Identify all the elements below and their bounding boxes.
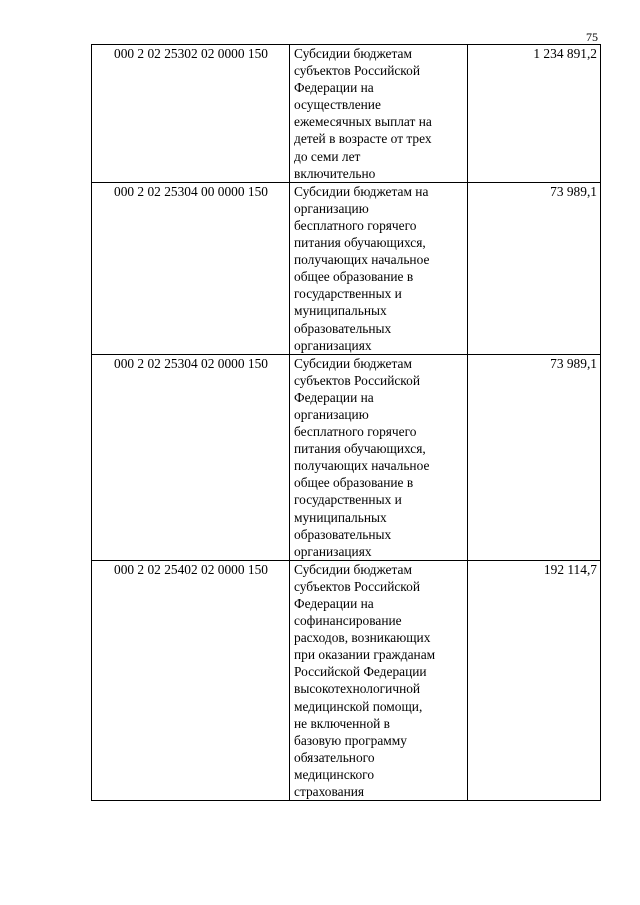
budget-name-line: Российской Федерации xyxy=(294,664,427,680)
budget-name-line: Субсидии бюджетам на xyxy=(294,183,429,199)
budget-code-cell: 000 2 02 25302 02 0000 150 xyxy=(92,45,290,183)
budget-name-cell xyxy=(290,560,468,800)
budget-name-line: обязательного xyxy=(294,749,375,765)
budget-name-line: субъектов Российской xyxy=(294,63,420,79)
budget-table-body xyxy=(92,45,601,801)
budget-name-line: медицинской помощи, xyxy=(294,698,423,714)
budget-name-line: получающих начальное xyxy=(294,458,430,474)
table-row xyxy=(92,354,601,560)
budget-name-line: детей в возрасте от трех xyxy=(294,131,432,147)
budget-name-line: Федерации на xyxy=(294,389,374,405)
budget-name-line: не включенной в xyxy=(294,715,391,731)
budget-name-line: ежемесячных выплат на xyxy=(294,114,432,130)
budget-amount-cell: 73 989,1 xyxy=(468,182,601,354)
budget-name-line: Федерации на xyxy=(294,80,374,96)
budget-name-line: общее образование в xyxy=(294,475,414,491)
budget-name-line: Субсидии бюджетам xyxy=(294,561,412,577)
budget-name-line: включительно xyxy=(294,165,376,181)
budget-name-line: субъектов Российской xyxy=(294,372,420,388)
budget-name-line: общее образование в xyxy=(294,269,414,285)
budget-name-line: муниципальных xyxy=(294,303,387,319)
budget-name-line: бесплатного горячего xyxy=(294,424,417,440)
budget-name-cell xyxy=(290,45,468,183)
budget-name-line: получающих начальное xyxy=(294,252,430,268)
budget-name-line: до семи лет xyxy=(294,148,361,164)
budget-name-line: базовую программу xyxy=(294,732,407,748)
budget-table xyxy=(91,44,601,801)
budget-name-line: Федерации на xyxy=(294,596,374,611)
table-row xyxy=(92,182,601,354)
budget-name-line: образовательных xyxy=(294,526,392,542)
table-row xyxy=(92,45,601,183)
budget-amount-cell: 73 989,1 xyxy=(468,354,601,560)
budget-name-line: питания обучающихся, xyxy=(294,235,426,251)
budget-name-line: высокотехнологичной xyxy=(294,681,421,697)
budget-name-line: софинансирование xyxy=(294,613,402,629)
budget-code-cell: 000 2 02 25304 02 0000 150 xyxy=(92,354,290,560)
budget-name-line: бесплатного горячего xyxy=(294,217,417,233)
budget-name-line: осуществление xyxy=(294,97,381,113)
table-row xyxy=(92,560,601,800)
budget-name-line: государственных и xyxy=(294,286,402,302)
budget-name-line: муниципальных xyxy=(294,509,387,525)
budget-name-line: организациях xyxy=(294,543,372,559)
budget-name-line: Субсидии бюджетам xyxy=(294,355,412,371)
budget-name-line: организацию xyxy=(294,200,369,216)
budget-name-line: Субсидии бюджетам xyxy=(294,46,412,61)
budget-amount-cell: 1 234 891,2 xyxy=(468,45,601,183)
budget-name-line: при оказании гражданам xyxy=(294,647,436,663)
budget-amount-cell: 192 114,7 xyxy=(468,560,601,800)
page-number: 75 xyxy=(586,30,598,44)
budget-name-line: образовательных xyxy=(294,320,392,336)
budget-name-line: организациях xyxy=(294,337,372,353)
budget-name-line: медицинского xyxy=(294,766,375,782)
budget-name-cell xyxy=(290,354,468,560)
budget-name-line: организацию xyxy=(294,406,369,422)
budget-name-line: питания обучающихся, xyxy=(294,441,426,457)
budget-name-line: страхования xyxy=(294,784,365,800)
budget-name-cell xyxy=(290,182,468,354)
budget-code-cell: 000 2 02 25304 00 0000 150 xyxy=(92,182,290,354)
budget-name-line: государственных и xyxy=(294,492,402,508)
budget-name-line: расходов, возникающих xyxy=(294,630,431,646)
budget-code-cell: 000 2 02 25402 02 0000 150 xyxy=(92,560,290,800)
budget-name-line: субъектов Российской xyxy=(294,578,420,594)
